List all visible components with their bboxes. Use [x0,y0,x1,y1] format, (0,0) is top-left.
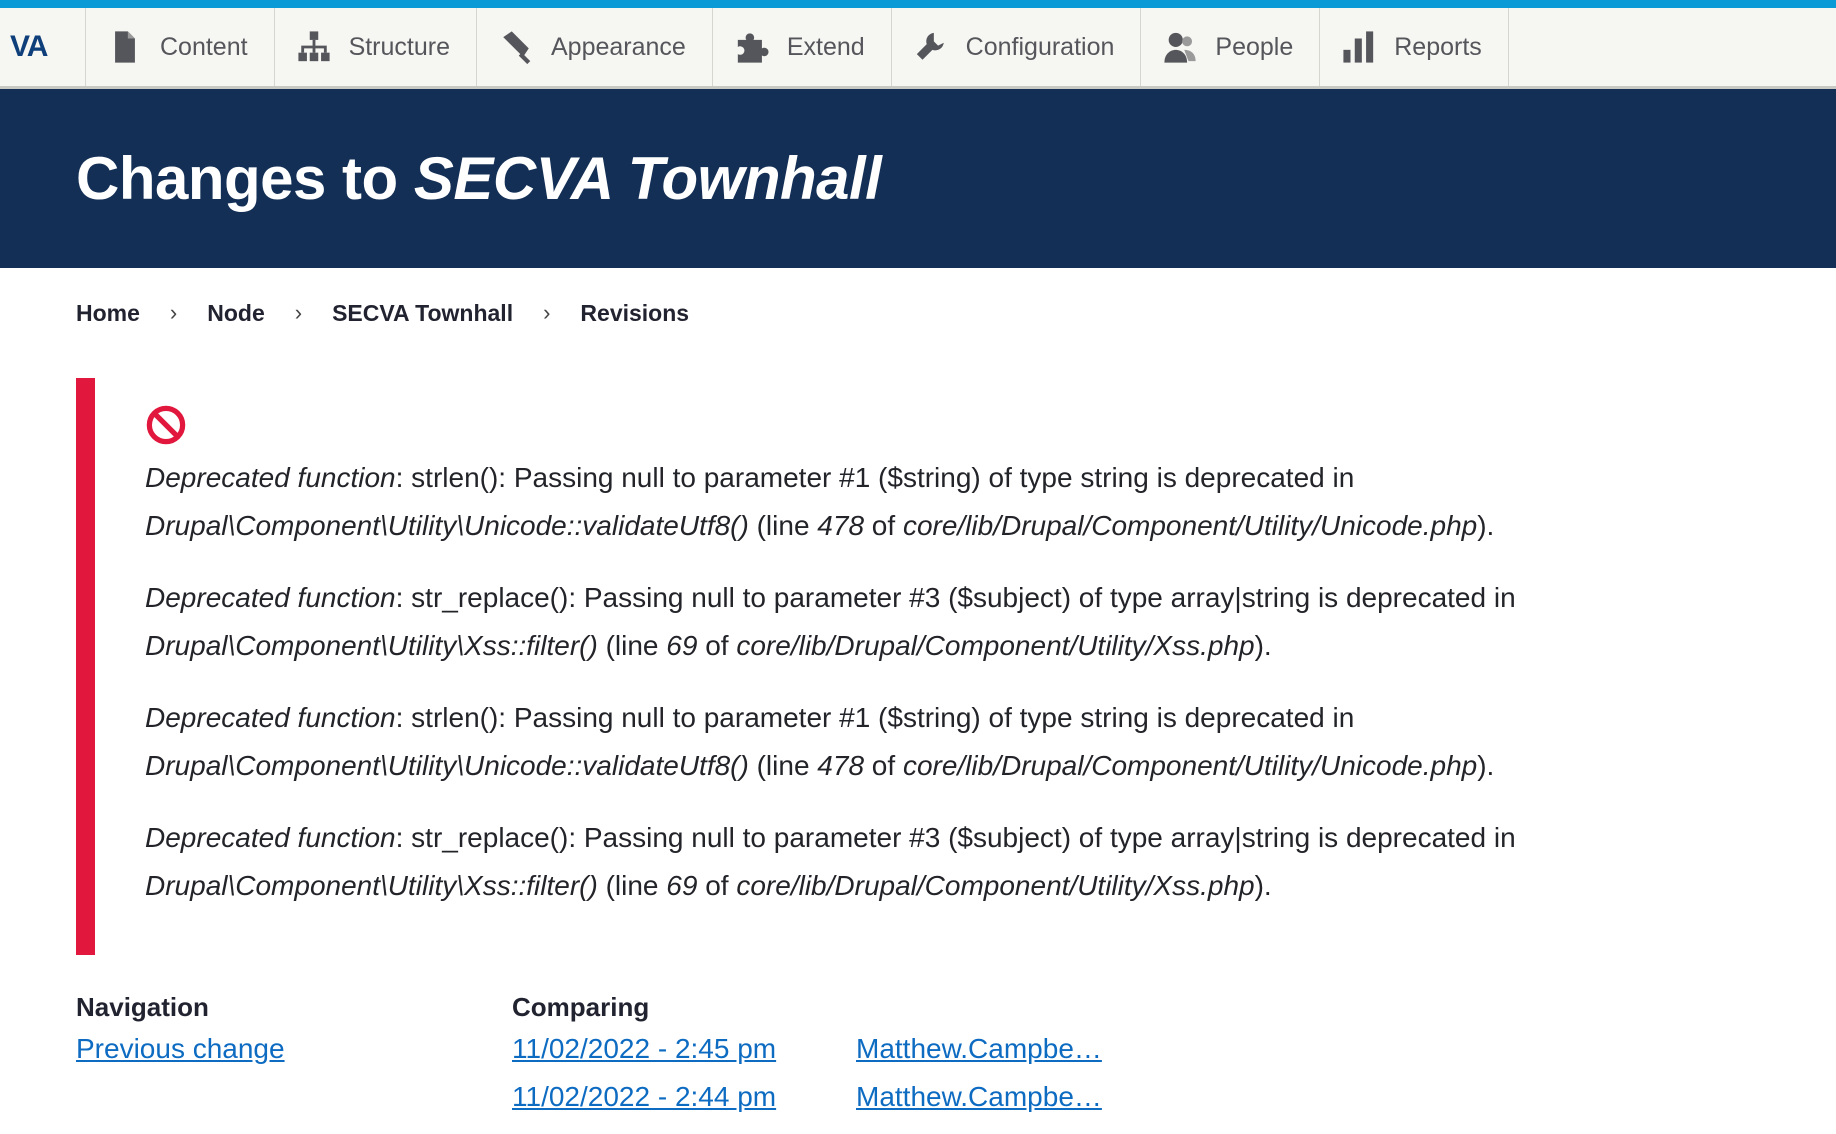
message-text: : strlen(): Passing null to parameter #1 ($string) of type string is deprecated in [395,702,1355,733]
message-line: 69 [666,870,698,901]
message-type: Deprecated function [145,702,396,733]
error-message [145,814,1776,910]
toolbar-item-label: Appearance [551,32,686,61]
breadcrumb-home[interactable]: Home [76,299,140,326]
toolbar-item-people[interactable] [1141,8,1320,86]
top-accent-line [0,0,1836,8]
revision-comparison [0,989,1836,1121]
toolbar-item-label: Reports [1394,32,1482,61]
toolbar-item-label: Structure [348,32,450,61]
author-column [856,989,1176,1121]
message-file: core/lib/Drupal/Component/Utility/Xss.php [736,870,1255,901]
message-text: : strlen(): Passing null to parameter #1 ($string) of type string is deprecated in [395,462,1355,493]
message-file: core/lib/Drupal/Component/Utility/Xss.php [736,630,1255,661]
message-file: core/lib/Drupal/Component/Utility/Unicode.php [902,510,1478,541]
message-of: of [697,630,737,661]
message-of: of [864,510,903,541]
breadcrumb-separator: › [169,300,178,325]
breadcrumb-separator: › [294,300,303,325]
message-line: 478 [817,750,865,781]
revision-date-link[interactable]: 11/02/2022 - 2:44 pm [512,1081,777,1112]
admin-toolbar [0,8,1836,89]
toolbar-item-content[interactable] [86,8,275,86]
message-of: of [864,750,903,781]
message-end: ). [1254,630,1272,661]
previous-change-link[interactable]: Previous change [76,1033,285,1064]
toolbar-item-label: People [1215,32,1294,61]
page-title-node: SECVA Townhall [413,145,882,212]
navigation-column [76,989,512,1121]
toolbar-item-structure[interactable] [275,8,477,86]
paintbrush-icon [499,30,533,64]
breadcrumb-secva-townhall[interactable]: SECVA Townhall [332,299,514,326]
message-line: 478 [817,510,865,541]
revision-author-link[interactable]: Matthew.Campbe… [856,1081,1102,1112]
error-message [145,694,1776,790]
file-icon [108,30,142,64]
va-logo[interactable]: VA [0,8,86,86]
toolbar-item-extend[interactable] [713,8,892,86]
error-message [145,574,1776,670]
page-title [76,144,881,213]
page-header [0,89,1836,268]
error-message [145,454,1776,550]
message-end: ). [1254,870,1272,901]
message-end: ). [1477,750,1495,781]
message-function: Drupal\Component\Utility\Xss::filter() [145,630,598,661]
bar-chart-icon [1342,30,1376,64]
error-icon [145,404,187,446]
breadcrumb [0,268,1836,358]
breadcrumb-revisions[interactable]: Revisions [580,299,690,326]
message-function: Drupal\Component\Utility\Unicode::validateUtf8() [145,750,749,781]
toolbar-item-configuration[interactable] [892,8,1142,86]
toolbar-item-label: Extend [786,32,865,61]
message-text: : str_replace(): Passing null to parameter #3 ($subject) of type array|string is deprecated in [395,582,1516,613]
message-line: 69 [666,630,698,661]
message-line-prefix: (line [597,870,667,901]
message-function: Drupal\Component\Utility\Unicode::validateUtf8() [145,510,749,541]
message-text: : str_replace(): Passing null to parameter #3 ($subject) of type array|string is deprecated in [395,822,1516,853]
message-type: Deprecated function [145,462,396,493]
message-line-prefix: (line [597,630,667,661]
page-title-prefix: Changes to [76,145,414,212]
message-line-prefix: (line [748,510,818,541]
message-end: ). [1477,510,1495,541]
puzzle-icon [735,30,769,64]
toolbar-item-reports[interactable] [1320,8,1509,86]
navigation-title: Navigation [76,992,209,1022]
wrench-icon [914,30,948,64]
breadcrumb-node[interactable]: Node [207,299,265,326]
breadcrumb-separator: › [543,300,551,325]
toolbar-item-appearance[interactable] [477,8,713,86]
message-of: of [697,870,737,901]
message-file: core/lib/Drupal/Component/Utility/Unicode.php [902,750,1478,781]
comparing-column [512,989,856,1121]
toolbar-item-label: Content [160,32,248,61]
error-messages [76,378,1776,955]
toolbar-item-label: Configuration [965,32,1115,61]
revision-author-link[interactable]: Matthew.Campbe… [856,1033,1102,1064]
sitemap-icon [297,30,331,64]
message-line-prefix: (line [748,750,818,781]
people-icon [1163,30,1197,64]
message-type: Deprecated function [145,582,396,613]
author-column-spacer [856,989,1176,1025]
revision-date-link[interactable]: 11/02/2022 - 2:45 pm [512,1033,777,1064]
comparing-title: Comparing [512,992,650,1022]
message-type: Deprecated function [145,822,396,853]
message-function: Drupal\Component\Utility\Xss::filter() [145,870,598,901]
